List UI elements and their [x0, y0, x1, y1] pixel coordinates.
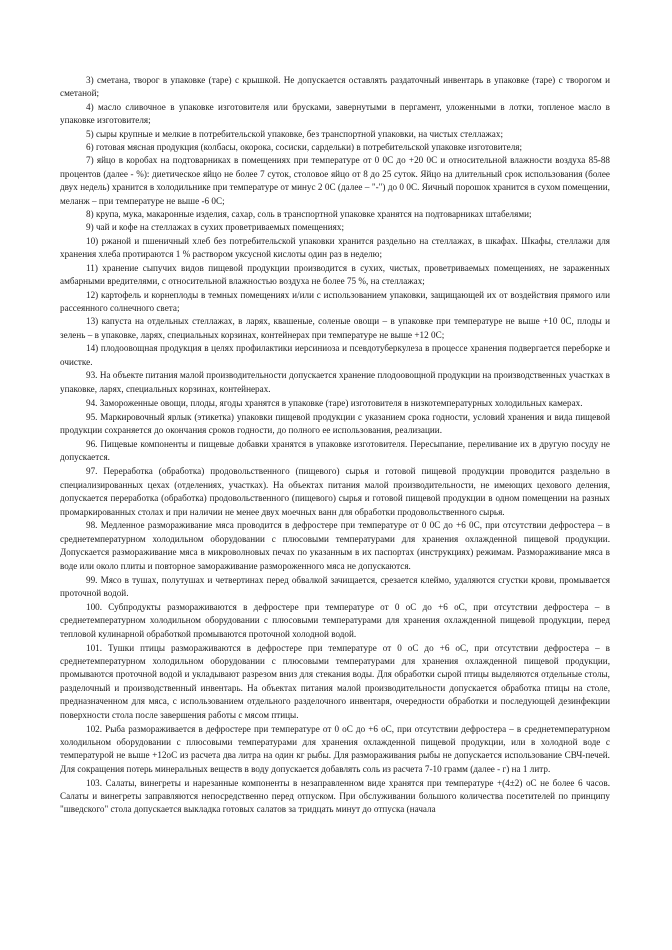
paragraph-item-12: 12) картофель и корнеплоды в темных помещениях и/или с использованием упаковки, защищающей их от воздействия прямого или рассеянного солнечного света; — [60, 289, 610, 313]
paragraph-96: 96. Пищевые компоненты и пищевые добавки хранятся в упаковке изготовителя. Пересыпание, переливание их в другую посуду не допускается. — [60, 438, 610, 463]
paragraph-94: 94. Замороженные овощи, плоды, ягоды хранятся в упаковке (таре) изготовителя в низкотемпературных холодильных камерах. — [86, 397, 583, 408]
paragraph-93: 93. На объекте питания малой производительности допускается хранение плодоовощной продукции на производственных участках в упаковке, ларях, специальных корзинах, контейнерах. — [60, 370, 610, 394]
paragraph-item-13: 13) капуста на отдельных стеллажах, в ларях, квашеные, соленые овощи – в упаковке при температуре не выше +10 0С, плоды и зелень – в упаковке, ларях, специальных корзинах, контейнерах при температуре не выше +12 0С; — [60, 316, 610, 340]
paragraph-98: 98. Медленное размораживание мяса проводится в дефростере при температуре от 0 0С до +6 0С, при отсутствии дефростера – в среднетемпературном холодильном оборудовании с плюсовыми температурами для хранения охлажденной пищевой продукции. Допускается размораживание мяса в микроволновых печах по указанным в их паспортах (инструкциях) режимам. Размораживание мяса в воде или около плиты и повторное замораживание размороженного мяса не допускаются. — [60, 520, 610, 571]
paragraph-95: 95. Маркировочный ярлык (этикетка) упаковки пищевой продукции с указанием срока годности, условий хранения и вида пищевой продукции сохраняется до окончания сроков годности, до полного ее использования, реализации. — [60, 411, 610, 436]
paragraph-item-5: 5) сыры крупные и мелкие в потребительской упаковке, без транспортной упаковки, на чистых стеллажах; — [86, 128, 504, 139]
paragraph-97: 97. Переработка (обработка) продовольственного (пищевого) сырья и готовой пищевой продукции проводится раздельно в специализированных цехах (отделениях, участках). На объектах питания малой производительности, не имеющих цехового деления, допускается переработка (обработка) продовольственного (пищевого) сырья и готовой пищевой продукции в одном помещении на разных промаркированных столах и при наличии не менее двух моечных ванн для обработки продовольственного сырья. — [60, 466, 610, 517]
paragraph-101: 101. Тушки птицы размораживаются в дефростере при температуре от 0 оС до +6 оС, при отсутствии дефростера – в среднетемпературном холодильном оборудовании с плюсовыми температурами для хранения охлажденной пищевой продукции, промываются проточной водой и укладывают разрезом вниз для стекания воды. Для обработки сырой птицы выделяются отдельные столы, разделочный и производственный инвентарь. На объектах питания малой производительности допускается обработка птицы на столе, предназначенном для мяса, с использованием отдельного разделочного инвентаря, очередности обработки и последующей дезинфекции поверхности стола после завершения работы с мясом птицы. — [60, 642, 610, 720]
paragraph-item-6: 6) готовая мясная продукция (колбасы, окорока, сосиски, сардельки) в потребительской упаковке изготовителя; — [86, 142, 523, 153]
paragraph-item-3: 3) сметана, творог в упаковке (таре) с крышкой. Не допускается оставлять раздаточный инвентарь в упаковке (таре) с творогом и сметаной; — [60, 75, 610, 99]
paragraph-item-10: 10) ржаной и пшеничный хлеб без потребительской упаковки хранится раздельно на стеллажах, в шкафах. Шкафы, стеллажи для хранения хлеба протираются 1 % раствором уксусной кислоты один раз в неделю; — [60, 235, 610, 260]
paragraph-item-11: 11) хранение сыпучих видов пищевой продукции производится в сухих, чистых, проветриваемых помещениях, не зараженных амбарными вредителями, с относительной влажностью воздуха не более 75 %, на стеллажах; — [60, 262, 610, 287]
paragraph-item-14: 14) плодоовощная продукция в целях профилактики иерсиниоза и псевдотуберкулеза в процессе хранения подвергается переборке и очистке. — [60, 343, 610, 367]
paragraph-99: 99. Мясо в тушах, полутушах и четвертинах перед обвалкой зачищается, срезается клеймо, удаляются сгустки крови, промывается проточной водой. — [60, 574, 610, 598]
paragraph-103: 103. Салаты, винегреты и нарезанные компоненты в незаправленном виде хранятся при температуре +(4±2) оС не более 6 часов. Салаты и винегреты заправляются непосредственно перед отпуском. При обслуживании большого количества посетителей по принципу "шведского" стола допускается выкладка готовых салатов за тридцать минут до отпуска (начала — [60, 777, 610, 815]
paragraph-100: 100. Субпродукты размораживаются в дефростере при температуре от 0 оС до +6 оС, при отсутствии дефростера – в среднетемпературном холодильном оборудовании с плюсовыми температурами для хранения охлажденной пищевой продукции, перед тепловой кулинарной обработкой промываются проточной холодной водой. — [60, 601, 610, 639]
paragraph-item-9: 9) чай и кофе на стеллажах в сухих проветриваемых помещениях; — [86, 222, 345, 233]
paragraph-item-4: 4) масло сливочное в упаковке изготовителя или брусками, завернутыми в пергамент, уложенными в лотки, топленое масло в упаковке изготовителя; — [60, 101, 610, 126]
paragraph-item-8: 8) крупа, мука, макаронные изделия, сахар, соль в транспортной упаковке хранятся на подтоварниках штабелями; — [86, 209, 532, 220]
paragraph-102: 102. Рыба размораживается в дефростере при температуре от 0 оС до +6 оС, при отсутствии дефростера – в среднетемпературном холодильном оборудовании с плюсовыми температурами для хранения охлажденной пищевой продукции, или в холодной воде с температурой не выше +12оС из расчета два литра на один кг рыбы. Для размораживания рыбы не допускается использование СВЧ-печей. Для сокращения потерь минеральных веществ в воду допускается добавлять соль из расчета 7-10 грамм (далее - г) на 1 литр. — [60, 723, 610, 774]
paragraph-item-7: 7) яйцо в коробах на подтоварниках в помещениях при температуре от 0 0С до +20 0С и относительной влажности воздуха 85-88 процентов (далее - %): диетическое яйцо не более 7 суток, столовое яйцо от 8 до 25 суток. Яйцо на длительный срок использования (более двух недель) хранится в холодильнике при температуре от минус 2 0С (далее – "-") до 0 0С. Яичный порошок хранится в сухом помещении, меланж – при температуре не выше -6 0С; — [60, 155, 610, 206]
